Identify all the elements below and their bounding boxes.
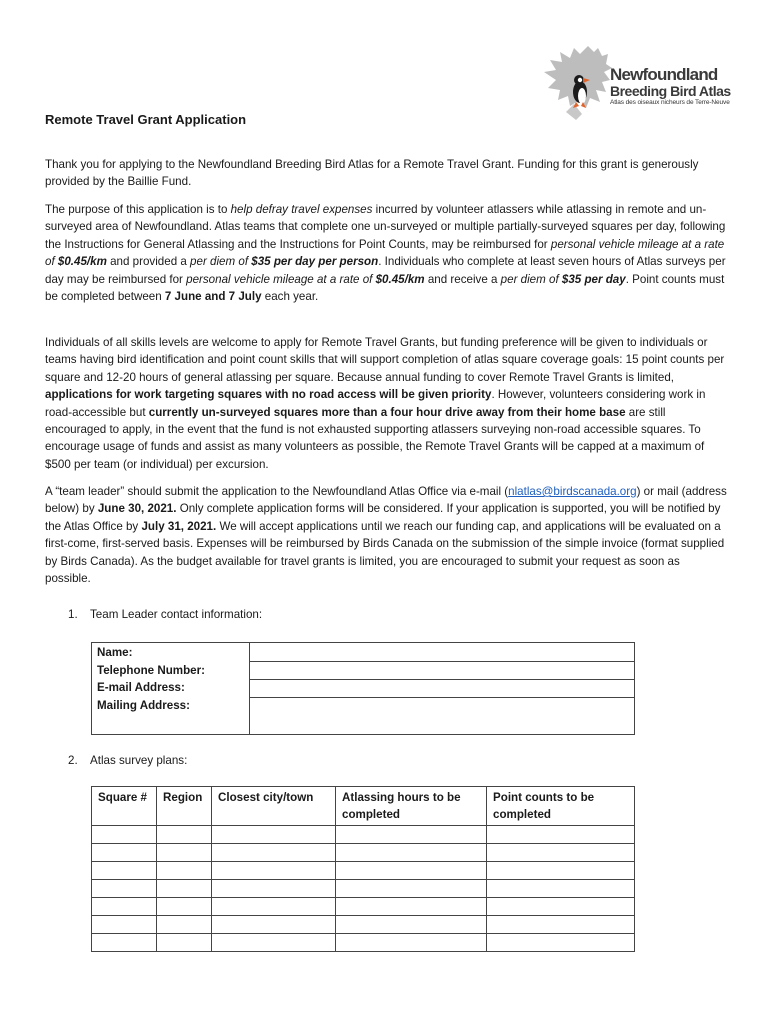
- cell[interactable]: [157, 826, 212, 844]
- per-diem-amount: $35 per day: [561, 272, 626, 286]
- email-label: E-mail Address:: [97, 681, 185, 694]
- deadline: June 30, 2021.: [97, 502, 177, 516]
- telephone-label: Telephone Number:: [97, 663, 206, 677]
- rate-amount: $0.45/km: [57, 255, 107, 269]
- text: and receive a: [424, 272, 501, 286]
- section-contact-heading: [68, 608, 262, 621]
- cell[interactable]: [157, 880, 212, 898]
- cell[interactable]: [487, 898, 635, 916]
- text: ) or mail (address below) by: [45, 485, 727, 516]
- intro-text: Thank you for applying to the Newfoundland Breeding Bird Atlas for a Remote Travel Grant. Funding for this grant is generously provided by the Baillie Fund.: [45, 158, 699, 189]
- text: . Individuals who complete at least seven hours of Atlas surveys per day may be reimbursed for: [45, 255, 726, 286]
- cell[interactable]: [212, 826, 336, 844]
- logo-line-3: Atlas des oiseaux nicheurs de Terre-Neuve: [610, 99, 730, 106]
- section-plans-heading: [68, 754, 187, 767]
- table-row: [92, 862, 635, 880]
- cell[interactable]: [336, 898, 487, 916]
- cell[interactable]: [92, 826, 157, 844]
- emphasis: help defray travel expenses: [230, 203, 373, 216]
- cell[interactable]: [157, 916, 212, 934]
- email-field[interactable]: [250, 680, 634, 698]
- submission-paragraph: [45, 483, 728, 587]
- cell[interactable]: [487, 934, 635, 952]
- cell[interactable]: [487, 880, 635, 898]
- cell[interactable]: [212, 934, 336, 952]
- section-label: Atlas survey plans:: [90, 754, 188, 767]
- header-hours: Atlassing hours to be completed: [336, 787, 487, 826]
- cell[interactable]: [336, 844, 487, 862]
- cell[interactable]: [487, 916, 635, 934]
- cell[interactable]: [336, 934, 487, 952]
- table-header-row: [92, 787, 635, 826]
- cell[interactable]: [157, 844, 212, 862]
- header-square: Square #: [92, 787, 157, 826]
- section-label: Team Leader contact information:: [90, 608, 263, 621]
- eligibility-paragraph: [45, 334, 728, 473]
- section-number: 2.: [68, 754, 78, 767]
- cell[interactable]: [212, 916, 336, 934]
- table-row: [92, 916, 635, 934]
- table-row: [92, 826, 635, 844]
- contact-table: [91, 642, 635, 735]
- intro-paragraph: [45, 156, 728, 191]
- survey-plans-table: [91, 786, 635, 952]
- text: We will accept applications until we reach our funding cap, and applications will be evaluated on a first-come, first-served basis. Expenses will be reimbursed by Birds Canada on the submission of the simple invoice (format supplied by Birds Canada). As the budget available for travel grants is limited, you are encouraged to submit your request as soon as possible.: [45, 519, 725, 586]
- priority-text: applications for work targeting squares with no road access will be given priority: [45, 388, 492, 402]
- mailing-address-field[interactable]: [250, 698, 634, 734]
- cell[interactable]: [92, 844, 157, 862]
- table-row: [92, 844, 635, 862]
- mailing-address-label: Mailing Address:: [97, 698, 190, 712]
- telephone-field[interactable]: [250, 662, 634, 680]
- header-point-counts: Point counts to be completed: [487, 787, 635, 826]
- cell[interactable]: [487, 844, 635, 862]
- cell[interactable]: [212, 880, 336, 898]
- text: incurred by volunteer atlassers while atlassing in remote and un-surveyed area of Newfoundland. Atlas teams that complete one un-surveyed or multiple partially-surveyed squares per day, following the Instructions for General Atlassing and the Instructions for Point Counts, may be reimbursed for: [45, 203, 726, 251]
- cell[interactable]: [336, 826, 487, 844]
- contact-labels-cell: [92, 643, 250, 735]
- cell[interactable]: [157, 934, 212, 952]
- cell[interactable]: [212, 862, 336, 880]
- cell[interactable]: [487, 862, 635, 880]
- per-diem-amount: $35 per day per person: [251, 255, 379, 269]
- emphasis-bold: currently un-surveyed squares more than a four hour drive away from their home base: [148, 405, 626, 419]
- text: Individuals of all skills levels are welcome to apply for Remote Travel Grants, but funding preference will be given to individuals or teams having bird identification and point count skills that will support completion of atlas square coverage goals: 15 point counts per square and 12-20 hours of general atlassing per square. Because annual funding to cover Remote Travel Grants is limited,: [45, 336, 725, 384]
- logo-line-1: Newfoundland: [610, 65, 718, 84]
- logo-line-2: Breeding Bird Atlas: [610, 83, 731, 99]
- emphasis: per diem of: [190, 255, 252, 269]
- cell[interactable]: [92, 880, 157, 898]
- emphasis: per diem of: [500, 272, 562, 286]
- logo-text: [610, 66, 731, 107]
- text: A “team leader” should submit the application to the Newfoundland Atlas Office via e-mail (: [45, 485, 509, 498]
- email-link[interactable]: nlatlas@birdscanada.org: [508, 485, 637, 498]
- cell[interactable]: [212, 898, 336, 916]
- text: each year.: [261, 290, 319, 304]
- text: The purpose of this application is to: [45, 203, 231, 216]
- cell[interactable]: [157, 862, 212, 880]
- cell[interactable]: [92, 862, 157, 880]
- text: Only complete application forms will be considered. If your application is supported, you will be notified by the Atlas Office by: [45, 502, 721, 533]
- cell[interactable]: [336, 862, 487, 880]
- name-field[interactable]: [250, 643, 634, 662]
- table-row: [92, 898, 635, 916]
- cell[interactable]: [212, 844, 336, 862]
- section-number: 1.: [68, 608, 78, 621]
- header-city: Closest city/town: [212, 787, 336, 826]
- rate-amount: $0.45/km: [375, 272, 425, 286]
- emphasis: personal vehicle mileage at a rate of: [45, 237, 725, 269]
- cell[interactable]: [92, 916, 157, 934]
- date-range: 7 June and 7 July: [164, 290, 262, 304]
- page-title: Remote Travel Grant Application: [45, 112, 247, 127]
- cell[interactable]: [92, 934, 157, 952]
- emphasis: personal vehicle mileage at a rate of: [186, 272, 376, 286]
- text: . However, volunteers considering work in road-accessible but: [45, 388, 706, 419]
- table-row: [92, 934, 635, 952]
- cell[interactable]: [487, 826, 635, 844]
- text: . Point counts must be completed between: [45, 272, 725, 304]
- cell[interactable]: [92, 898, 157, 916]
- cell[interactable]: [336, 880, 487, 898]
- purpose-paragraph: [45, 201, 728, 305]
- notification-date: July 31, 2021.: [141, 519, 217, 533]
- name-label: Name:: [97, 646, 133, 659]
- header-region: Region: [157, 787, 212, 826]
- cell[interactable]: [336, 916, 487, 934]
- table-row: [92, 880, 635, 898]
- text: and provided a: [106, 255, 191, 269]
- cell[interactable]: [157, 898, 212, 916]
- contact-fields-cell: [250, 643, 635, 735]
- text: are still encouraged to apply, in the event that the fund is not exhausted supporting atlassers surveying non-road accessible squares. To encourage usage of funds and assist as many volunteers as possible, the Remote Travel Grants will be capped at a maximum of $500 per team (or individual) per excursion.: [45, 405, 705, 471]
